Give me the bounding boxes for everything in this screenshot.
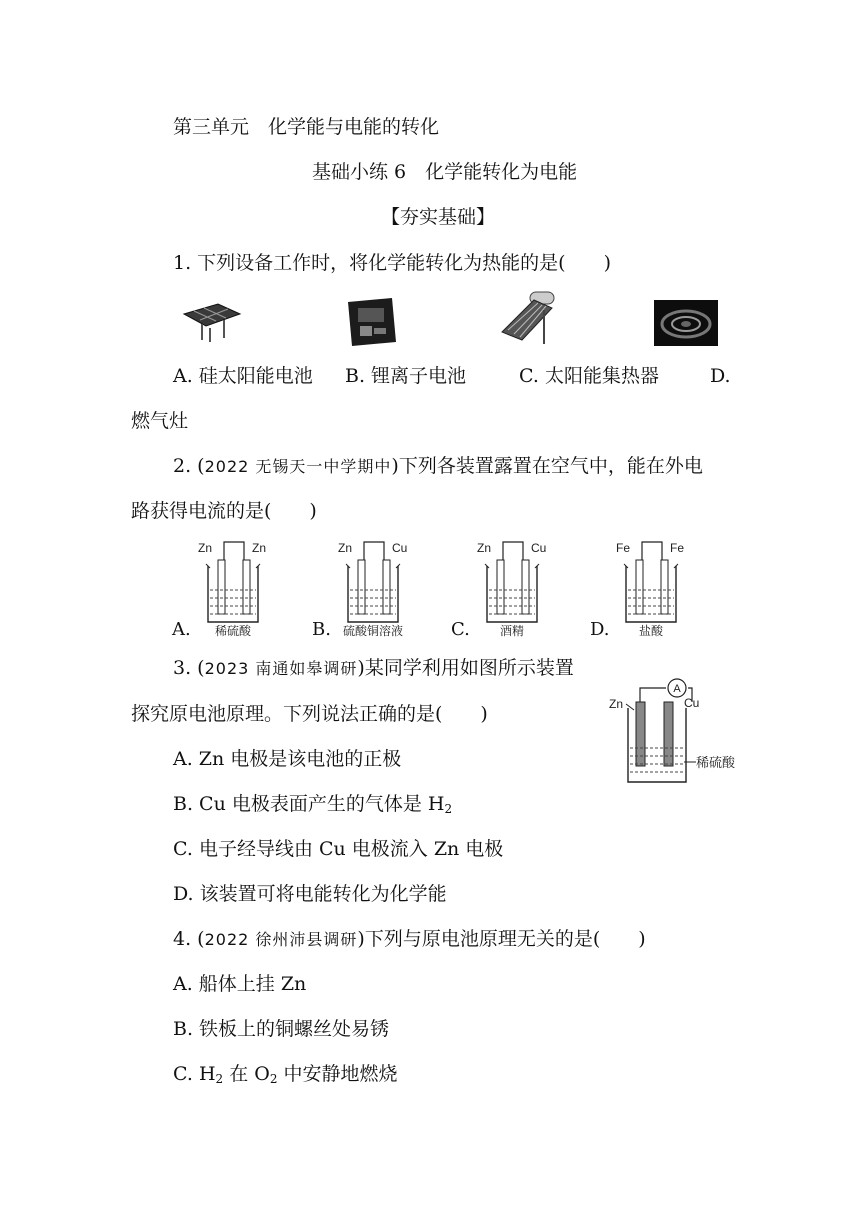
q1-option-b: B. 锂离子电池: [345, 365, 467, 387]
lithium-battery-image: [340, 296, 400, 348]
q4-option-c-part1: C. H: [173, 1063, 216, 1085]
q3-option-b: [173, 792, 452, 816]
right-electrode-label: Cu: [392, 541, 408, 555]
solution-label: 盐酸: [638, 624, 664, 638]
q3-option-d: D. 该装置可将电能转化为化学能: [173, 883, 447, 905]
q4-option-c-part2: 在 O: [223, 1063, 270, 1085]
q4-source: 2022 徐州沛县调研: [204, 930, 358, 949]
left-electrode-label: Zn: [338, 541, 353, 555]
q3-galvanic-cell-figure: [600, 678, 740, 790]
q2-stem-rest: )下列各装置露置在空气中，能在外电: [391, 455, 703, 477]
solar-water-heater-image: [496, 290, 558, 346]
solution-label: 硫酸铜溶液: [342, 624, 404, 638]
q3-stem-line2: 探究原电池原理。下列说法正确的是( ): [131, 703, 488, 725]
q3-left-electrode-label: Zn: [609, 697, 624, 711]
q3-stem-num: 3. (: [173, 657, 205, 679]
left-electrode-label: Zn: [477, 541, 492, 555]
solar-panel-image: [180, 300, 242, 346]
q1-stem: 1. 下列设备工作时，将化学能转化为热能的是( ): [173, 252, 611, 274]
right-electrode-label: Zn: [252, 541, 267, 555]
q3-source: 2023 南通如皋调研: [204, 659, 358, 678]
q2-option-letter: C.: [451, 619, 470, 640]
q3-solution-label: 稀硫酸: [696, 755, 736, 770]
q4-option-a: A. 船体上挂 Zn: [173, 973, 307, 995]
q1-option-a: A. 硅太阳能电池: [173, 365, 313, 387]
q4-option-c-sub1: 2: [215, 1072, 224, 1086]
right-electrode-label: Fe: [670, 541, 685, 555]
q1-option-d-text: 燃气灶: [131, 410, 189, 432]
left-electrode-label: Fe: [616, 541, 631, 555]
q3-option-c: C. 电子经导线由 Cu 电极流入 Zn 电极: [173, 838, 504, 860]
lesson-title: 基础小练 6 化学能转化为电能: [312, 161, 578, 183]
q4-option-c: [173, 1062, 398, 1086]
q2-stem-num: 2. (: [173, 455, 205, 477]
q2-beaker-figure: [473, 538, 563, 638]
q2-beaker-figure: [612, 538, 702, 638]
solution-label: 稀硫酸: [214, 624, 252, 638]
q1-option-d-letter: D.: [710, 365, 731, 387]
q2-source: 2022 无锡天一中学期中: [204, 457, 392, 476]
section-title: 【夯实基础】: [381, 206, 496, 228]
q3-right-electrode-label: Cu: [684, 696, 700, 710]
q3-stem: [173, 656, 574, 681]
right-electrode-label: Cu: [531, 541, 547, 555]
q4-option-b: B. 铁板上的铜螺丝处易锈: [173, 1018, 390, 1040]
q2-stem: [173, 454, 703, 479]
q2-beaker-figure: [194, 538, 284, 638]
q2-beaker-figure: [334, 538, 424, 638]
q2-option-letter: B.: [312, 619, 331, 640]
ammeter-label: A: [673, 683, 681, 695]
unit-title: 第三单元 化学能与电能的转化: [173, 116, 440, 138]
q3-option-b-subscript: 2: [444, 802, 453, 816]
gas-stove-image: [654, 300, 718, 346]
left-electrode-label: Zn: [198, 541, 213, 555]
q4-option-c-sub2: 2: [269, 1072, 278, 1086]
q4-option-c-part3: 中安静地燃烧: [277, 1063, 398, 1085]
q1-option-c: C. 太阳能集热器: [519, 365, 659, 387]
q2-option-letter: A.: [172, 619, 191, 640]
q2-stem-line2: 路获得电流的是( ): [131, 500, 317, 522]
q4-stem: [173, 927, 646, 952]
q4-stem-num: 4. (: [173, 928, 205, 950]
q4-stem-rest: )下列与原电池原理无关的是( ): [357, 928, 646, 950]
q3-option-a: A. Zn 电极是该电池的正极: [173, 748, 402, 770]
q3-option-b-text: B. Cu 电极表面产生的气体是 H: [173, 793, 445, 815]
solution-label: 酒精: [499, 624, 525, 638]
q2-option-letter: D.: [590, 619, 610, 640]
q3-stem-rest: )某同学利用如图所示装置: [357, 657, 574, 679]
